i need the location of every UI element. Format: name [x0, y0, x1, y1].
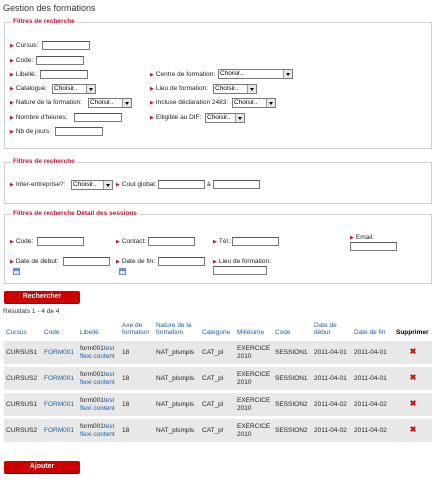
cell-date-debut: 2011-04-01 [314, 348, 347, 356]
cell-code-link[interactable]: FORM001 [44, 348, 74, 356]
table-row [4, 419, 432, 442]
bullet-arrow-icon: ▶ [350, 235, 354, 241]
catalogue-label: ▶ Catalogue: [10, 85, 48, 92]
bullet-arrow-icon: ▶ [116, 239, 120, 245]
bullet-arrow-icon: ▶ [150, 100, 154, 106]
table-row [4, 393, 432, 416]
bullet-arrow-icon: ▶ [116, 182, 120, 188]
nb-heures-input[interactable] [74, 113, 122, 122]
libelle-link[interactable]: test flexi content [80, 397, 115, 412]
cell-date-fin: 2011-04-01 [354, 374, 387, 382]
bullet-arrow-icon: ▶ [10, 239, 14, 245]
cell-categorie: CAT_pl [202, 426, 224, 434]
cell-millesime: EXERCICE 2010 [237, 397, 271, 412]
date-debut-input[interactable] [63, 257, 110, 266]
delete-icon[interactable]: ✖ [409, 373, 417, 383]
incluse-select[interactable]: Choisir.. [232, 98, 276, 108]
cell-libelle: form001test flexi content [80, 371, 115, 386]
cell-categorie: CAT_pl [202, 374, 224, 382]
chevron-down-icon [247, 85, 256, 93]
centre-label: ▶ Centre de formation: [150, 71, 216, 78]
cell-date-fin: 2011-04-02 [354, 426, 387, 434]
table-row [4, 341, 432, 364]
filters-legend: Filtres de recherche [13, 18, 75, 25]
col-categorie[interactable]: Categorie [202, 329, 231, 336]
cell-categorie: CAT_pl [202, 348, 224, 356]
nb-jours-label: ▶ Nb de jours: [10, 128, 51, 135]
cell-categorie: CAT_pl [202, 400, 224, 408]
incluse-label: ▶ Incluse déclaration 2483: [150, 99, 229, 106]
date-fin-label: ▶ Date de fin: [116, 258, 156, 265]
cell-axe: 18 [122, 374, 130, 382]
col-axe[interactable]: Axe de formation [122, 322, 150, 336]
libelle-input[interactable] [40, 70, 88, 79]
bullet-arrow-icon: ▶ [10, 86, 14, 92]
cell-nature: NAT_plsmpls [156, 374, 195, 382]
col-millesime[interactable]: Millésime [237, 329, 265, 336]
bullet-arrow-icon: ▶ [10, 115, 14, 121]
cell-cursus: CURSUS1 [6, 400, 38, 408]
nature-select[interactable]: Choisir.. [88, 98, 132, 108]
chevron-down-icon [86, 85, 95, 93]
chevron-down-icon [266, 99, 275, 107]
results-table [4, 317, 432, 442]
cell-date-fin: 2011-04-01 [354, 348, 387, 356]
page-title: Gestion des formations [3, 3, 96, 13]
calendar-icon[interactable] [119, 268, 126, 275]
date-fin-input[interactable] [158, 257, 205, 266]
cell-libelle: form001test flexi content [80, 345, 115, 360]
bullet-arrow-icon: ▶ [10, 43, 14, 49]
calendar-icon[interactable] [13, 268, 20, 275]
centre-select[interactable]: Choisir.. [218, 69, 293, 79]
add-button[interactable]: Ajouter [4, 461, 80, 473]
chevron-down-icon [283, 70, 292, 78]
cell-date-debut: 2011-04-02 [314, 400, 347, 408]
bullet-arrow-icon: ▶ [10, 58, 14, 64]
session-code-input[interactable] [37, 237, 84, 246]
cell-code-link[interactable]: FORM001 [44, 374, 74, 382]
catalogue-select[interactable]: Choisir.. [52, 84, 96, 94]
cell-libelle: form001test flexi content [80, 397, 115, 412]
cell-axe: 18 [122, 426, 130, 434]
tel-input[interactable] [232, 237, 279, 246]
cout-max-input[interactable] [213, 180, 260, 189]
cell-cursus: CURSUS2 [6, 374, 38, 382]
libelle-link[interactable]: test flexi content [80, 423, 115, 438]
table-row [4, 367, 432, 390]
libelle-link[interactable]: test flexi content [80, 371, 115, 386]
inter-select[interactable]: Choisir.. [71, 180, 113, 190]
code-input[interactable] [36, 56, 84, 65]
col-cursus[interactable]: Cursus [6, 329, 27, 336]
session-lieu-label: ▶ Lieu de formation: [213, 258, 271, 265]
cell-date-fin: 2011-04-02 [354, 400, 387, 408]
eligible-label: ▶ Elligible au DIF: [150, 114, 202, 121]
date-debut-label: ▶ Date de début: [10, 258, 59, 265]
col-code-session[interactable]: Code [275, 329, 291, 336]
bullet-arrow-icon: ▶ [213, 259, 217, 265]
cell-session: SESSION1 [275, 348, 308, 356]
delete-icon[interactable]: ✖ [409, 425, 417, 435]
cursus-input[interactable] [42, 41, 90, 50]
bullet-arrow-icon: ▶ [116, 259, 120, 265]
cell-millesime: EXERCICE 2010 [237, 345, 271, 360]
search-button[interactable]: Rechercher [4, 291, 80, 303]
bullet-arrow-icon: ▶ [10, 129, 14, 135]
tel-label: ▶ Tél.: [213, 238, 232, 245]
cell-cursus: CURSUS2 [6, 426, 38, 434]
lieu-label: ▶ Lieu de formation: [150, 85, 208, 92]
lieu-select[interactable]: Choisir.. [213, 84, 257, 94]
cell-session: SESSION2 [275, 426, 308, 434]
libelle-label: ▶ Libellé: [10, 71, 37, 78]
bullet-arrow-icon: ▶ [10, 182, 14, 188]
code-label: ▶ Code: [10, 57, 34, 64]
session-code-label: ▶ Code: [10, 238, 34, 245]
filters-legend: Filtres de recherche Détail des sessions [13, 210, 137, 217]
cell-delete [394, 393, 432, 416]
cell-millesime: EXERCICE 2010 [237, 423, 271, 438]
col-nature[interactable]: Nature de la formation [156, 322, 192, 336]
cursus-label: ▶ Cursus: [10, 42, 39, 49]
bullet-arrow-icon: ▶ [213, 239, 217, 245]
nature-label: ▶ Nature de la formation: [10, 99, 82, 106]
cell-axe: 18 [122, 348, 130, 356]
col-code[interactable]: Code [44, 329, 60, 336]
bullet-arrow-icon: ▶ [10, 72, 14, 78]
nb-heures-label: ▶ Nombre d'heures: [10, 114, 68, 121]
cell-session: SESSION1 [275, 374, 308, 382]
cell-delete [394, 367, 432, 390]
contact-label: ▶ Contact: [116, 238, 147, 245]
contact-input[interactable] [148, 237, 195, 246]
cell-libelle: form001test flexi content [80, 423, 115, 438]
cell-session: SESSION2 [275, 400, 308, 408]
chevron-down-icon [235, 114, 244, 122]
cell-code-link[interactable]: FORM001 [44, 400, 74, 408]
eligible-select[interactable]: Choisir.. [205, 113, 245, 123]
cell-nature: NAT_plsmpls [156, 348, 195, 356]
bullet-arrow-icon: ▶ [150, 86, 154, 92]
cout-label: ▶ Cout global: [116, 181, 157, 188]
chevron-down-icon [103, 181, 112, 189]
col-libelle[interactable]: Libellé [80, 329, 99, 336]
email-label: ▶ Email: [350, 234, 374, 241]
filters-legend: Filtres de recherche [13, 158, 75, 165]
session-lieu-input[interactable] [213, 266, 267, 275]
cell-cursus: CURSUS1 [6, 348, 38, 356]
inter-label: ▶ Inter-entreprise?: [10, 181, 66, 188]
delete-icon[interactable]: ✖ [409, 347, 417, 357]
cell-date-debut: 2011-04-02 [314, 426, 347, 434]
bullet-arrow-icon: ▶ [150, 72, 154, 78]
cell-nature: NAT_plsmpls [156, 426, 195, 434]
col-date-debut[interactable]: Date de début [314, 322, 337, 336]
results-count: Résultats 1 - 4 de 4 [3, 308, 60, 315]
bullet-arrow-icon: ▶ [10, 100, 14, 106]
col-date-fin[interactable]: Date de fin [354, 329, 386, 336]
cout-min-input[interactable] [158, 180, 205, 189]
cell-date-debut: 2011-04-01 [314, 374, 347, 382]
cell-millesime: EXERCICE 2010 [237, 371, 271, 386]
delete-icon[interactable]: ✖ [409, 399, 417, 409]
bullet-arrow-icon: ▶ [10, 259, 14, 265]
cout-separator: à [207, 181, 211, 188]
col-supprimer: Supprimer [396, 329, 429, 336]
libelle-link[interactable]: test flexi content [80, 345, 115, 360]
bullet-arrow-icon: ▶ [150, 115, 154, 121]
cell-code-link[interactable]: FORM001 [44, 426, 74, 434]
chevron-down-icon [122, 99, 131, 107]
cell-delete [394, 419, 432, 442]
cell-nature: NAT_plsmpls [156, 400, 195, 408]
nb-jours-input[interactable] [55, 127, 103, 136]
cell-axe: 18 [122, 400, 130, 408]
email-input[interactable] [350, 242, 397, 251]
cell-delete [394, 341, 432, 364]
